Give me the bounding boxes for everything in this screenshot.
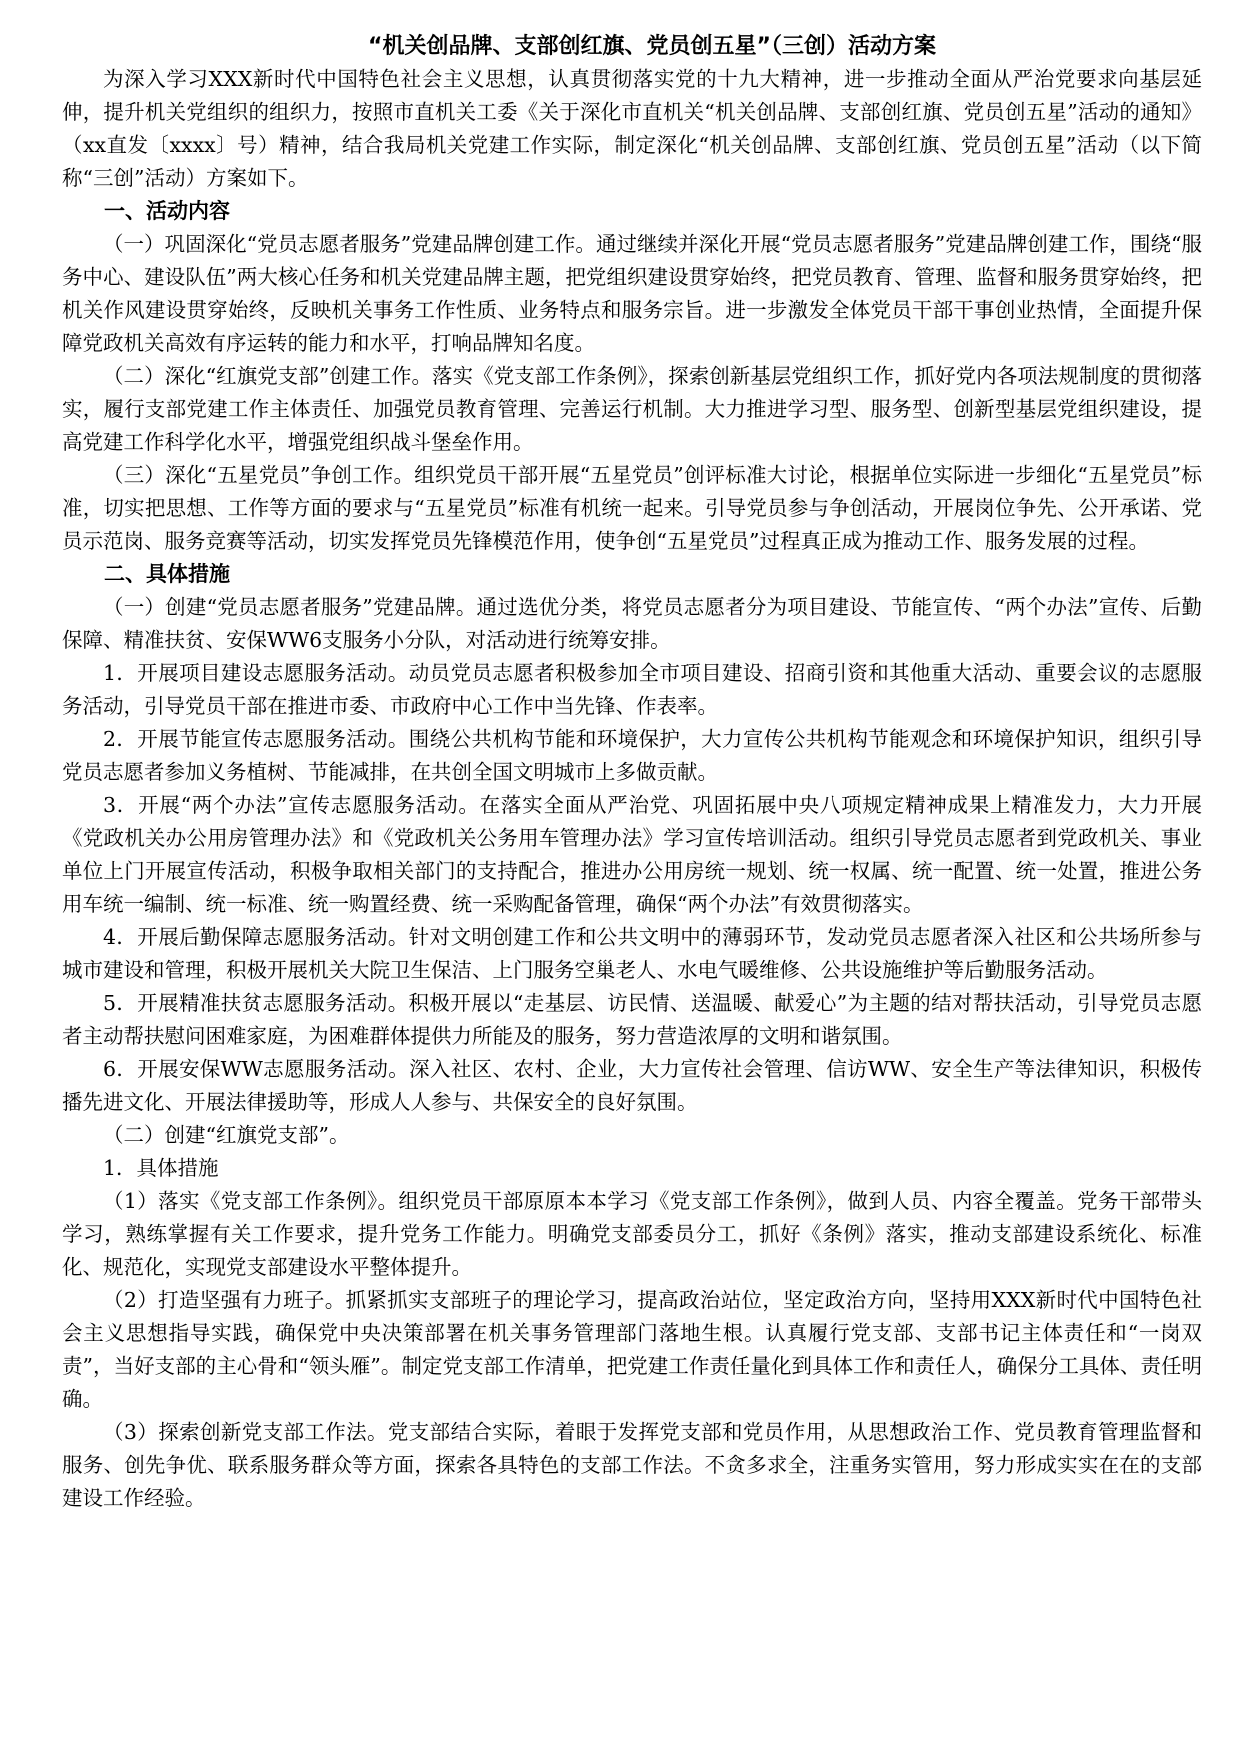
- document-page: [62, 30, 1202, 1515]
- paragraph-party-brand: （一）巩固深化“党员志愿者服务”党建品牌创建工作。通过继续并深化开展“党员志愿者服务”党建品牌创建工作，围绕“服务中心、建设队伍”两大核心任务和机关党建品牌主题，把党组织建设贯穿始终，把党员教育、管理、监督和服务贯穿始终，把机关作风建设贯穿始终，反映机关事务工作性质、业务特点和服务宗旨。进一步激发全体党员干部干事创业热情，全面提升保障党政机关高效有序运转的能力和水平，打响品牌知名度。: [62, 232, 1202, 355]
- section-heading-activity-content: 一、活动内容: [104, 199, 230, 223]
- list-item: 3．开展“两个办法”宣传志愿服务活动。在落实全面从严治党、巩固拓展中央八项规定精神成果上精准发力，大力开展《党政机关办公用房管理办法》和《党政机关公务用车管理办法》学习宣传培训活动。组织引导党员志愿者到党政机关、事业单位上门开展宣传活动，积极争取相关部门的支持配合，推进办公用房统一规划、统一权属、统一配置、统一处置，推进公务用车统一编制、统一标准、统一购置经费、统一采购配备管理，确保“两个办法”有效贯彻落实。: [62, 793, 1202, 916]
- document-title: “机关创品牌、支部创红旗、党员创五星”（三创）活动方案: [368, 34, 936, 59]
- intro-paragraph: 为深入学习XXX新时代中国特色社会主义思想，认真贯彻落实党的十九大精神，进一步推动全面从严治党要求向基层延伸，提升机关党组织的组织力，按照市直机关工委《关于深化市直机关“机关创品牌、支部创红旗、党员创五星”活动的通知》（xx直发〔xxxx〕号）精神，结合我局机关党建工作实际，制定深化“机关创品牌、支部创红旗、党员创五星”活动（以下简称“三创”活动）方案如下。: [62, 67, 1202, 190]
- list-item: 2．开展节能宣传志愿服务活动。围绕公共机构节能和环境保护，大力宣传公共机构节能观念和环境保护知识，组织引导党员志愿者参加义务植树、节能减排，在共创全国文明城市上多做贡献。: [62, 727, 1202, 784]
- paragraph-volunteer-brand: （一）创建“党员志愿者服务”党建品牌。通过选优分类，将党员志愿者分为项目建设、节能宣传、“两个办法”宣传、后勤保障、精准扶贫、安保WW6支服务小分队，对活动进行统筹安排。: [62, 595, 1202, 652]
- list-item: 6．开展安保WW志愿服务活动。深入社区、农村、企业，大力宣传社会管理、信访WW、安全生产等法律知识，积极传播先进文化、开展法律援助等，形成人人参与、共保安全的良好氛围。: [62, 1057, 1202, 1114]
- paragraph-red-flag-branch: （二）深化“红旗党支部”创建工作。落实《党支部工作条例》，探索创新基层党组织工作，抓好党内各项法规制度的贯彻落实，履行支部党建工作主体责任、加强党员教育管理、完善运行机制。大力推进学习型、服务型、创新型基层党组织建设，提高党建工作科学化水平，增强党组织战斗堡垒作用。: [62, 364, 1202, 454]
- list-item: （1）落实《党支部工作条例》。组织党员干部原原本本学习《党支部工作条例》，做到人员、内容全覆盖。党务干部带头学习，熟练掌握有关工作要求，提升党务工作能力。明确党支部委员分工，抓好《条例》落实，推动支部建设系统化、标准化、规范化，实现党支部建设水平整体提升。: [62, 1189, 1202, 1279]
- list-item: （2）打造坚强有力班子。抓紧抓实支部班子的理论学习，提高政治站位，坚定政治方向，坚持用XXX新时代中国特色社会主义思想指导实践，确保党中央决策部署在机关事务管理部门落地生根。认真履行党支部、支部书记主体责任和“一岗双责”，当好支部的主心骨和“领头雁”。制定党支部工作清单，把党建工作责任量化到具体工作和责任人，确保分工具体、责任明确。: [62, 1288, 1202, 1411]
- sub-heading-measures: 1．具体措施: [103, 1156, 219, 1180]
- list-item: 5．开展精准扶贫志愿服务活动。积极开展以“走基层、访民情、送温暖、献爱心”为主题的结对帮扶活动，引导党员志愿者主动帮扶慰问困难家庭，为困难群体提供力所能及的服务，努力营造浓厚的文明和谐氛围。: [62, 991, 1202, 1048]
- paragraph-five-star-member: （三）深化“五星党员”争创工作。组织党员干部开展“五星党员”创评标准大讨论，根据单位实际进一步细化“五星党员”标准，切实把思想、工作等方面的要求与“五星党员”标准有机统一起来。引导党员参与争创活动，开展岗位争先、公开承诺、党员示范岗、服务竞赛等活动，切实发挥党员先锋模范作用，使争创“五星党员”过程真正成为推动工作、服务发展的过程。: [62, 463, 1202, 553]
- list-item: （3）探索创新党支部工作法。党支部结合实际，着眼于发挥党支部和党员作用，从思想政治工作、党员教育管理监督和服务、创先争优、联系服务群众等方面，探索各具特色的支部工作法。不贪多求全，注重务实管用，努力形成实实在在的支部建设工作经验。: [62, 1420, 1202, 1510]
- paragraph-red-flag-create: （二）创建“红旗党支部”。: [103, 1123, 350, 1147]
- list-item: 1．开展项目建设志愿服务活动。动员党员志愿者积极参加全市项目建设、招商引资和其他重大活动、重要会议的志愿服务活动，引导党员干部在推进市委、市政府中心工作中当先锋、作表率。: [62, 661, 1202, 718]
- section-heading-specific-measures: 二、具体措施: [104, 562, 230, 586]
- list-item: 4．开展后勤保障志愿服务活动。针对文明创建工作和公共文明中的薄弱环节，发动党员志愿者深入社区和公共场所参与城市建设和管理，积极开展机关大院卫生保洁、上门服务空巢老人、水电气暖维修、公共设施维护等后勤服务活动。: [62, 925, 1202, 982]
